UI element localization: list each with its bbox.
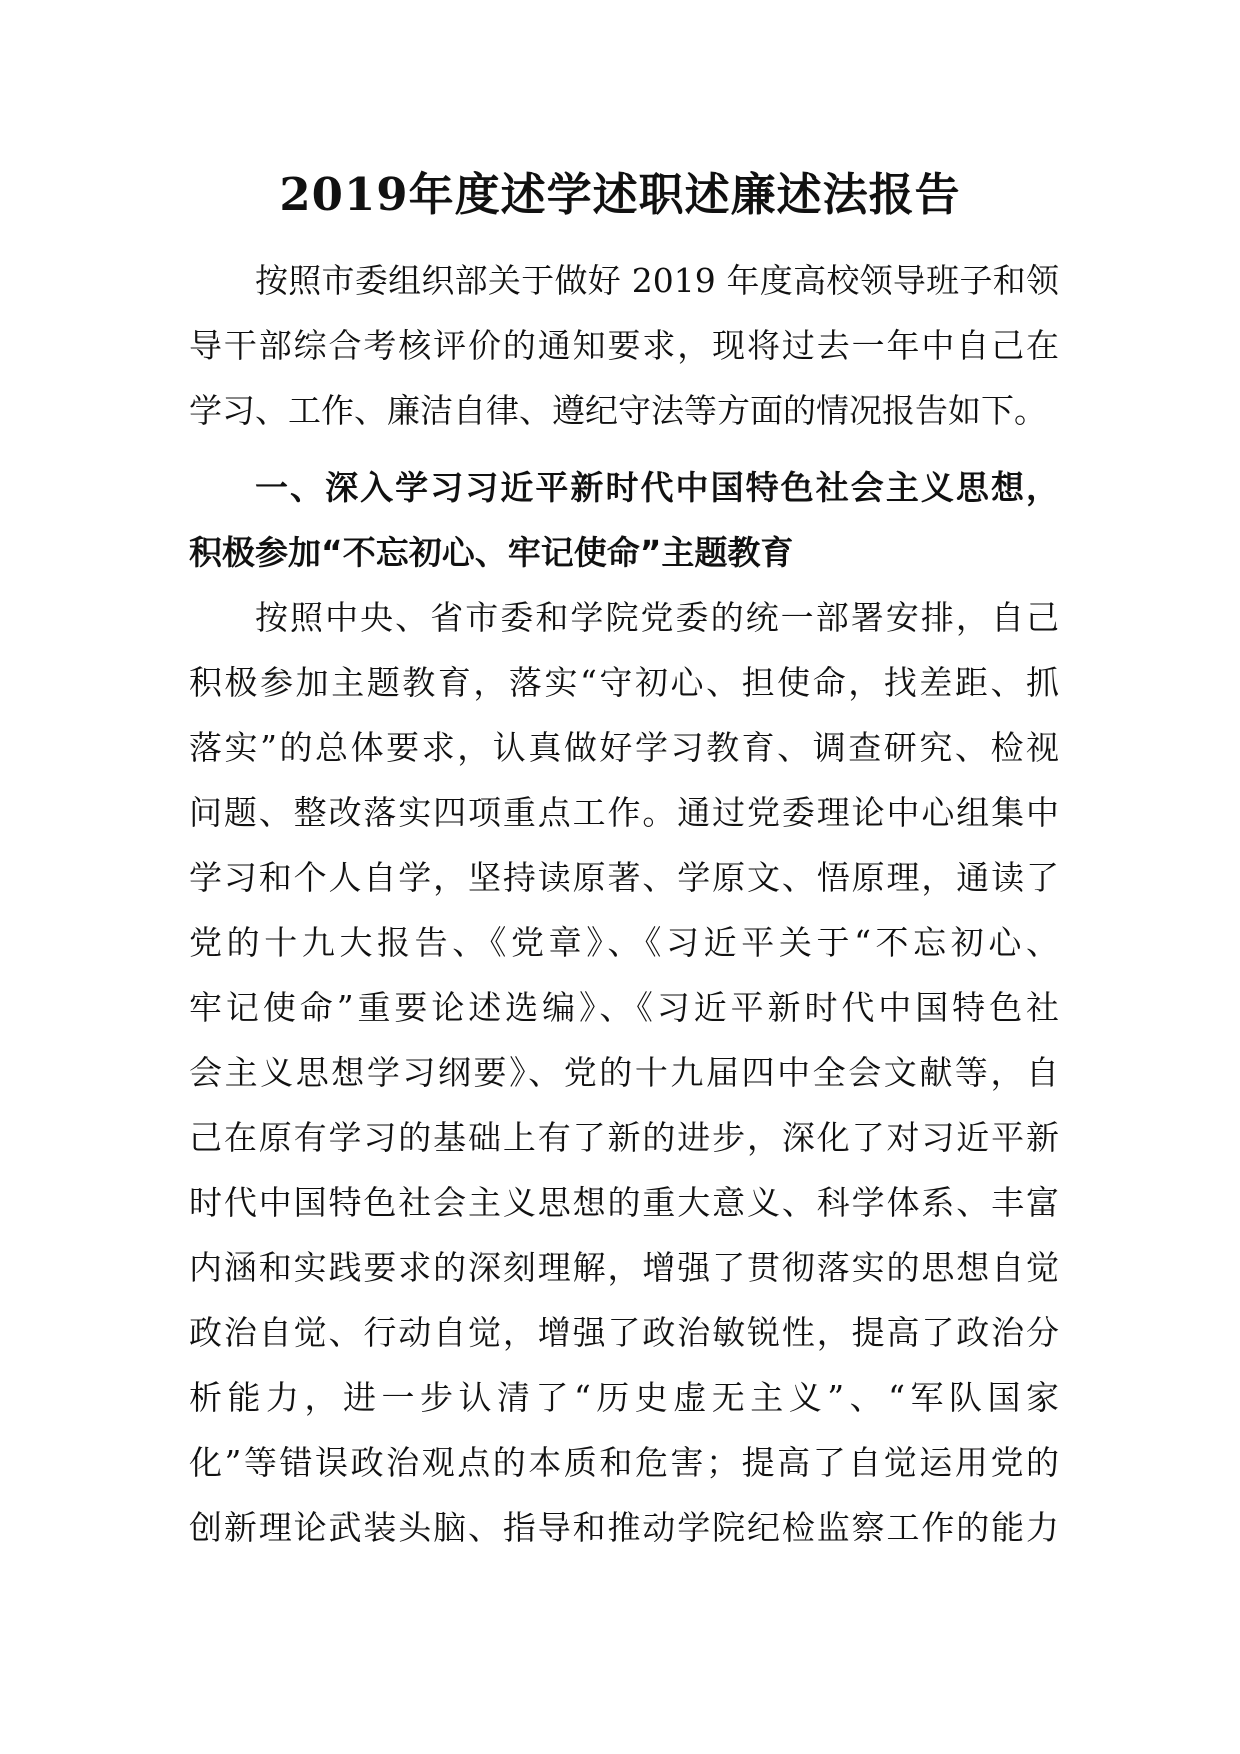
paragraph-gap	[189, 443, 1059, 455]
document-title: 2019年度述学述职述廉述法报告	[279, 168, 961, 221]
section-body-line: 内涵和实践要求的深刻理解，增强了贯彻落实的思想自觉	[189, 1248, 1059, 1287]
intro-paragraph-line: 导干部综合考核评价的通知要求，现将过去一年中自己在	[189, 326, 1059, 365]
section-body-line: 化”等错误政治观点的本质和危害；提高了自觉运用党的	[189, 1443, 1059, 1482]
section-body-line: 落实”的总体要求，认真做好学习教育、调查研究、检视	[189, 728, 1059, 767]
section-body-line: 政治自觉、行动自觉，增强了政治敏锐性，提高了政治分	[189, 1313, 1059, 1352]
section-heading-line: 一、深入学习习近平新时代中国特色社会主义思想，	[255, 468, 1059, 507]
section-body-line: 党的十九大报告、《党章》、《习近平关于“不忘初心、	[189, 923, 1059, 962]
section-body-line: 问题、整改落实四项重点工作。通过党委理论中心组集中	[189, 793, 1059, 832]
section-body-line: 按照中央、省市委和学院党委的统一部署安排，自己	[255, 598, 1059, 637]
section-heading-line: 积极参加“不忘初心、牢记使命”主题教育	[189, 533, 794, 572]
section-body-line: 牢记使命”重要论述选编》、《习近平新时代中国特色社	[189, 988, 1059, 1027]
section-body-line: 会主义思想学习纲要》、党的十九届四中全会文献等，自	[189, 1053, 1059, 1092]
section-body-line: 学习和个人自学，坚持读原著、学原文、悟原理，通读了	[189, 858, 1059, 897]
intro-paragraph-line: 学习、工作、廉洁自律、遵纪守法等方面的情况报告如下。	[189, 391, 1047, 430]
intro-paragraph-line: 按照市委组织部关于做好 2019 年度高校领导班子和领	[255, 261, 1059, 300]
section-body-line: 时代中国特色社会主义思想的重大意义、科学体系、丰富	[189, 1183, 1059, 1222]
section-body-line: 创新理论武装头脑、指导和推动学院纪检监察工作的能力	[189, 1508, 1059, 1547]
section-body-line: 析能力，进一步认清了“历史虚无主义”、“军队国家	[189, 1378, 1059, 1417]
document-body	[189, 248, 1059, 1560]
section-body-line: 积极参加主题教育，落实“守初心、担使命，找差距、抓	[189, 663, 1059, 702]
section-body-line: 己在原有学习的基础上有了新的进步，深化了对习近平新	[189, 1118, 1059, 1157]
